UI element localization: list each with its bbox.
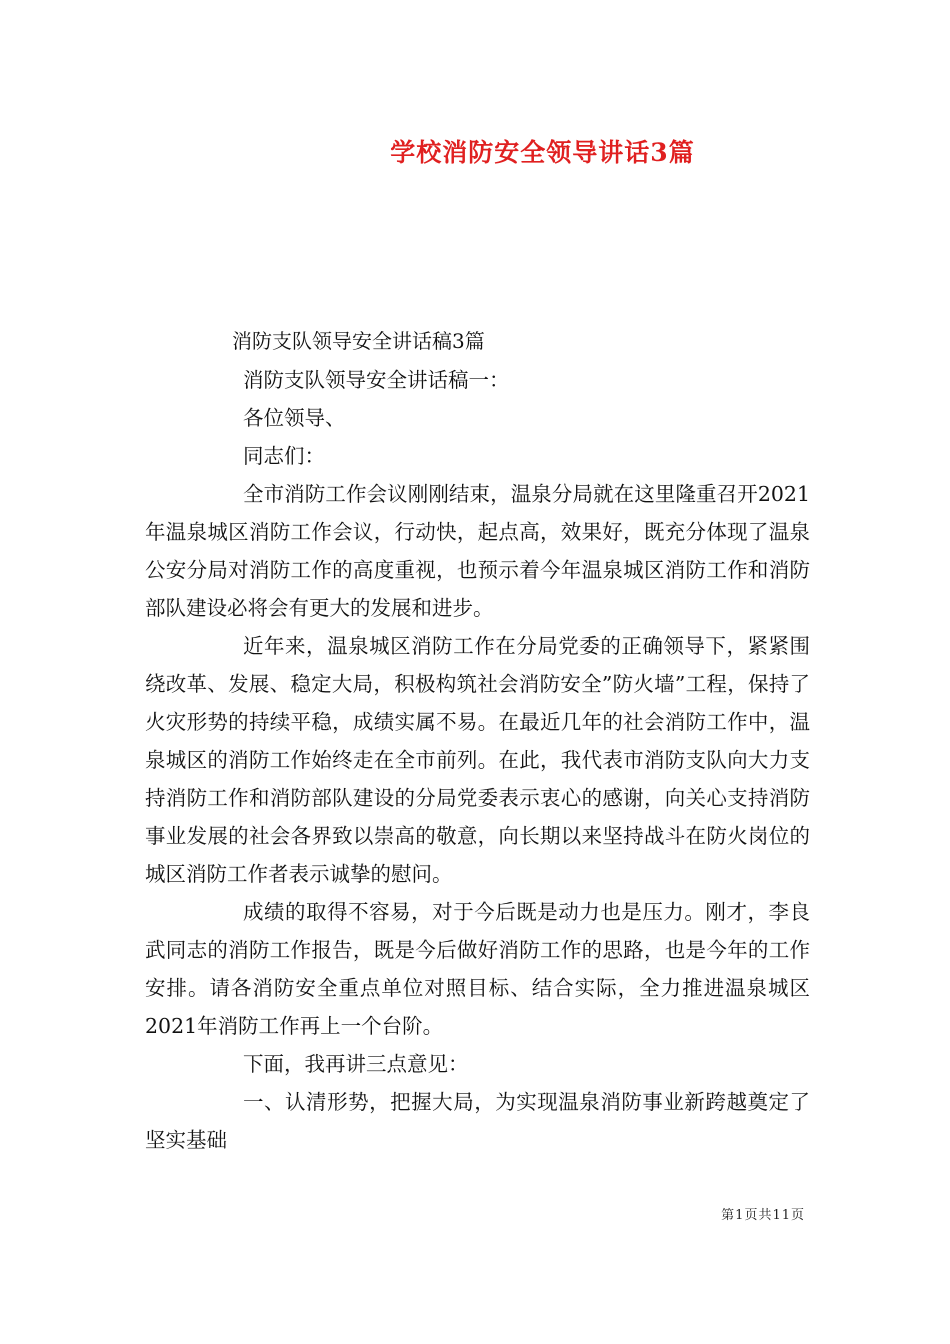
paragraph-3: 成绩的取得不容易，对于今后既是动力也是压力。刚才，李良武同志的消防工作报告，既是今后做好消防工作的思路，也是今年的工作安排。请各消防安全重点单位对照目标、结合实际，全力推进温泉城区2021年消防工作再上一个台阶。: [145, 900, 810, 1038]
speech-heading: 消防支队领导安全讲话稿一：: [243, 368, 510, 392]
salutation-leaders: 各位领导、: [243, 406, 346, 430]
paragraph-4: 下面，我再讲三点意见：: [243, 1052, 469, 1076]
page-number: 第1页共11页: [721, 1208, 805, 1223]
salutation-comrades: 同志们：: [243, 444, 325, 468]
document-title: 学校消防安全领导讲话3篇: [390, 138, 695, 167]
document-subtitle: 消防支队领导安全讲话稿3篇: [232, 329, 485, 353]
document-body: [145, 361, 810, 1159]
paragraph-5: 一、认清形势，把握大局，为实现温泉消防事业新跨越奠定了坚实基础: [145, 1090, 810, 1152]
paragraph-2: 近年来，温泉城区消防工作在分局党委的正确领导下，紧紧围绕改革、发展、稳定大局，积极构筑社会消防安全”防火墙”工程，保持了火灾形势的持续平稳，成绩实属不易。在最近几年的社会消防工作中，温泉城区的消防工作始终走在全市前列。在此，我代表市消防支队向大力支持消防工作和消防部队建设的分局党委表示衷心的感谢，向关心支持消防事业发展的社会各界致以崇高的敬意，向长期以来坚持战斗在防火岗位的城区消防工作者表示诚挚的慰问。: [145, 634, 810, 886]
paragraph-1: 全市消防工作会议刚刚结束，温泉分局就在这里隆重召开2021年温泉城区消防工作会议，行动快，起点高，效果好，既充分体现了温泉公安分局对消防工作的高度重视，也预示着今年温泉城区消防工作和消防部队建设必将会有更大的发展和进步。: [145, 482, 810, 620]
